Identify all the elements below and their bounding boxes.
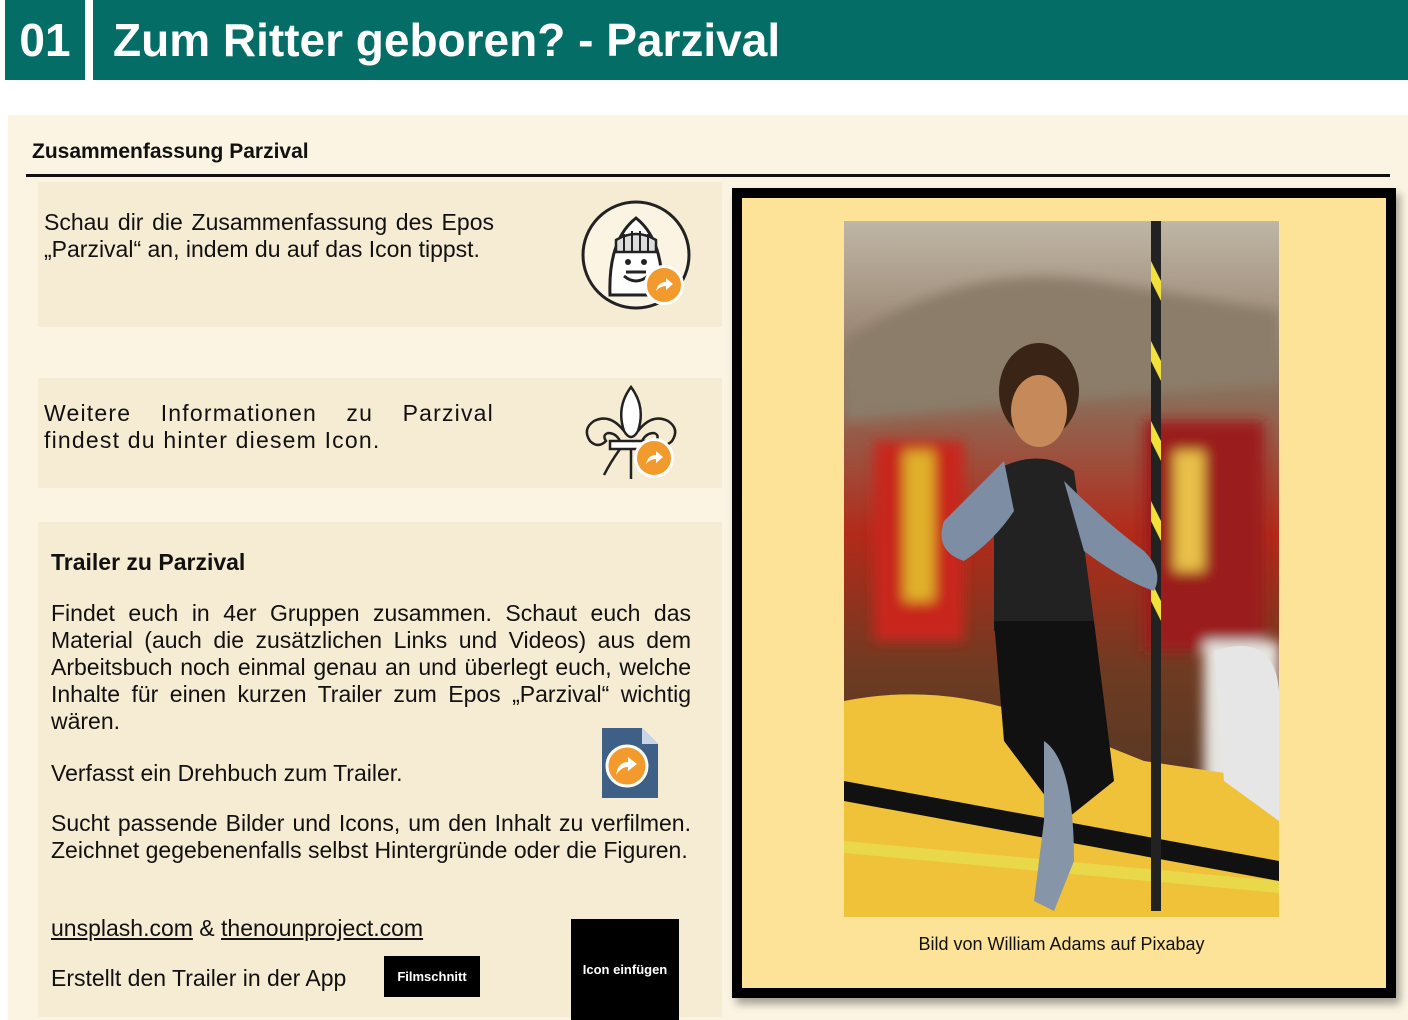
insert-icon-button[interactable]: Icon einfügen	[571, 919, 679, 1020]
info-card-text: Weitere Informationen zu Parzival findest du hinter diesem Icon.	[44, 400, 494, 453]
links-separator: &	[192, 915, 222, 941]
screenplay-instruction: Verfasst ein Drehbuch zum Trailer.	[51, 760, 403, 786]
app-instruction: Erstellt den Trailer in der App	[51, 965, 347, 991]
page-title: Zum Ritter geboren? - Parzival	[93, 0, 1408, 80]
knight-helmet-icon[interactable]	[580, 200, 695, 312]
chapter-number: 01	[5, 0, 85, 80]
trailer-title: Trailer zu Parzival	[51, 549, 246, 575]
knight-photo	[844, 221, 1279, 917]
summary-card-text: Schau dir die Zusammenfassung des Epos „Parzival“ an, indem du auf das Icon tippst.	[44, 209, 494, 262]
thenounproject-link[interactable]: thenounproject.com	[221, 915, 424, 941]
filmschnitt-button[interactable]: Filmschnitt	[384, 956, 480, 997]
unsplash-link[interactable]: unsplash.com	[51, 915, 193, 941]
image-instruction: Sucht passende Bilder und Icons, um den Inhalt zu verfilmen. Zeichnet gegebenenfalls selbst Hintergründe oder die Figuren.	[51, 810, 691, 863]
share-arrow-icon	[644, 265, 684, 305]
image-caption: Bild von William Adams auf Pixabay	[918, 934, 1205, 954]
trailer-instructions: Findet euch in 4er Gruppen zusammen. Schaut euch das Material (auch die zusätzlichen Links und Videos) aus dem Arbeitsbuch noch einmal genau an und überlegt euch, welche Inhalte für einen kurzen Trailer zum Epos „Parzival“ wichtig wären.	[51, 600, 691, 734]
fleur-de-lis-icon[interactable]	[580, 383, 682, 483]
section-divider	[26, 174, 1390, 177]
section-title: Zusammenfassung Parzival	[32, 140, 309, 163]
document-icon[interactable]	[600, 726, 660, 800]
share-arrow-icon	[634, 438, 674, 478]
